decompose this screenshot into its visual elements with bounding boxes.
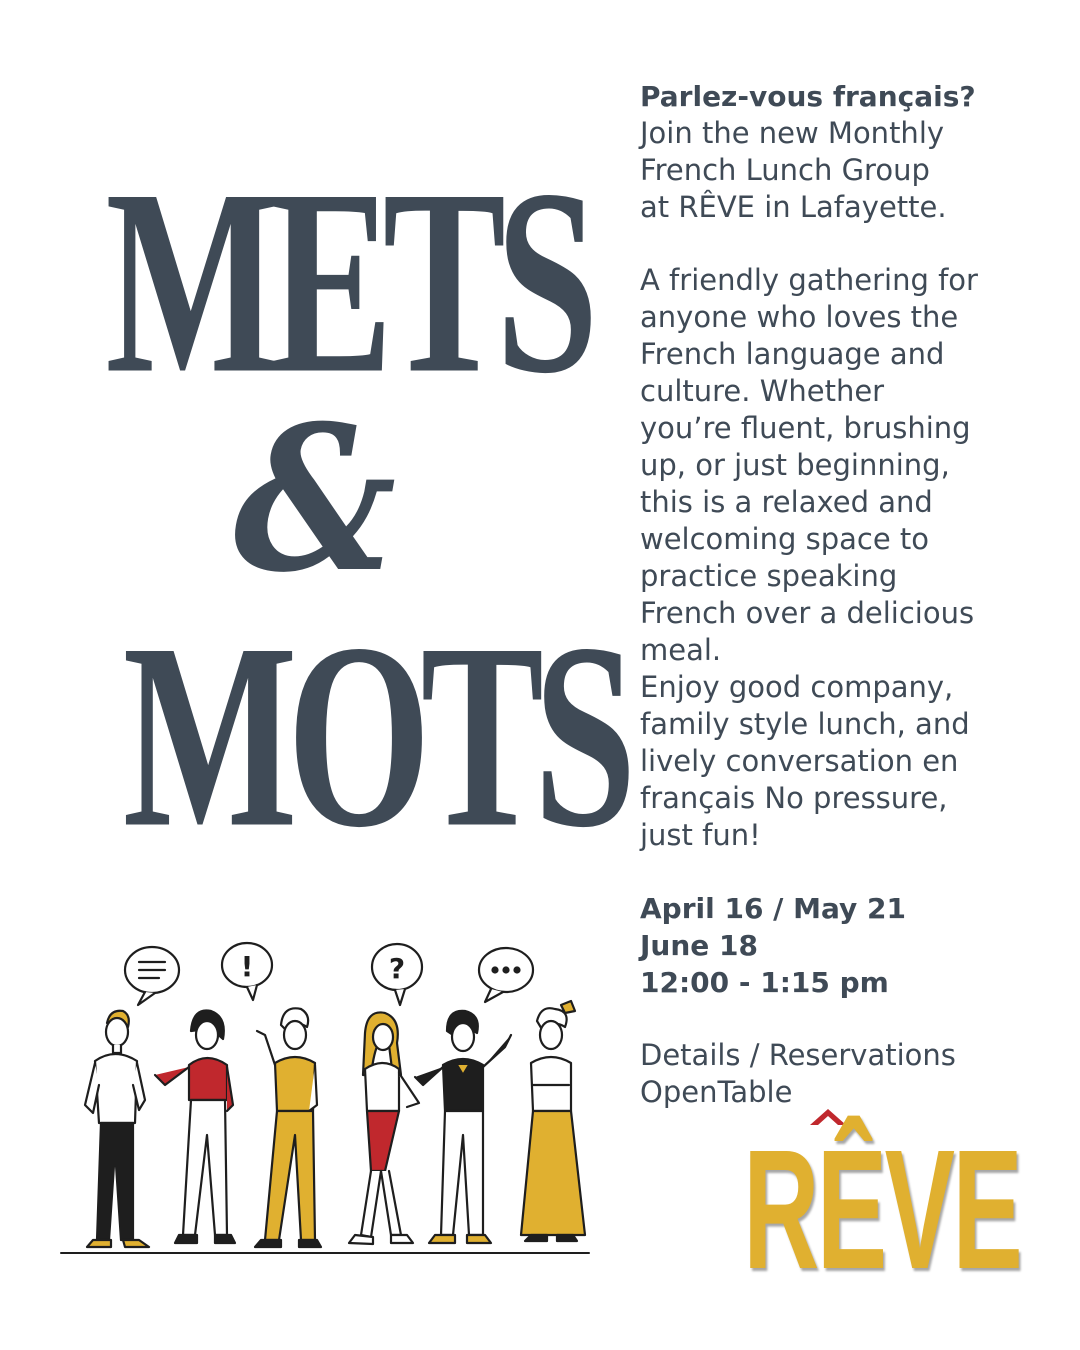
description-line: meal.	[640, 633, 722, 667]
person-man-black-sweater	[415, 1011, 511, 1243]
person-woman-yellow-skirt	[521, 1001, 585, 1241]
description-line: anyone who loves the	[640, 300, 959, 334]
exclamation-icon	[222, 943, 272, 1000]
description-line: welcoming space to	[640, 522, 930, 556]
description-line: you’re fluent, brushing	[640, 411, 971, 445]
description-line: practice speaking	[640, 559, 898, 593]
exclamation-glyph: !	[240, 950, 254, 983]
person-woman-red-pants	[349, 1012, 419, 1244]
intro-line: Join the new Monthly	[640, 116, 945, 150]
description-line: lively conversation en	[640, 744, 959, 778]
description-line: up, or just beginning,	[640, 448, 950, 482]
title-ampersand: &	[233, 382, 397, 617]
schedule-dates: June 18	[640, 929, 758, 962]
description-line: Enjoy good company,	[640, 670, 954, 704]
question-icon	[372, 944, 422, 1005]
description-line: A friendly gathering for	[640, 263, 978, 297]
person-man-yellow-suit	[255, 1008, 321, 1247]
description	[640, 262, 1060, 854]
details-label: Details / Reservations	[640, 1038, 956, 1072]
text-lines-icon	[125, 947, 179, 1005]
person-man-white-shirt	[85, 1011, 149, 1247]
schedule	[640, 890, 1060, 1001]
reve-logo	[690, 1105, 1021, 1305]
title-word-mets: METS	[105, 135, 589, 429]
description-line: culture. Whether	[640, 374, 885, 408]
opentable-link[interactable]: OpenTable	[640, 1075, 793, 1109]
description-line: just fun!	[640, 818, 761, 852]
people-illustration	[55, 935, 595, 1275]
event-title	[50, 135, 627, 883]
description-line: français No pressure,	[640, 781, 948, 815]
person-woman-red-sweater	[155, 1010, 235, 1243]
description-line: French language and	[640, 337, 945, 371]
description-line: French over a delicious	[640, 596, 975, 630]
intro-line: French Lunch Group	[640, 153, 930, 187]
description-line: this is a relaxed and	[640, 485, 933, 519]
schedule-time: 12:00 - 1:15 pm	[640, 966, 889, 999]
question-glyph: ?	[388, 952, 406, 985]
title-word-mots: MOTS	[122, 589, 627, 883]
event-info	[640, 78, 1060, 1111]
intro-line: at RÊVE in Lafayette.	[640, 190, 947, 224]
intro-question: Parlez-vous français?	[640, 80, 976, 113]
description-line: family style lunch, and	[640, 707, 970, 741]
logo-wordmark: RÊVE	[743, 1115, 1021, 1305]
ellipsis-icon	[479, 948, 533, 1002]
schedule-dates: April 16 / May 21	[640, 892, 907, 925]
